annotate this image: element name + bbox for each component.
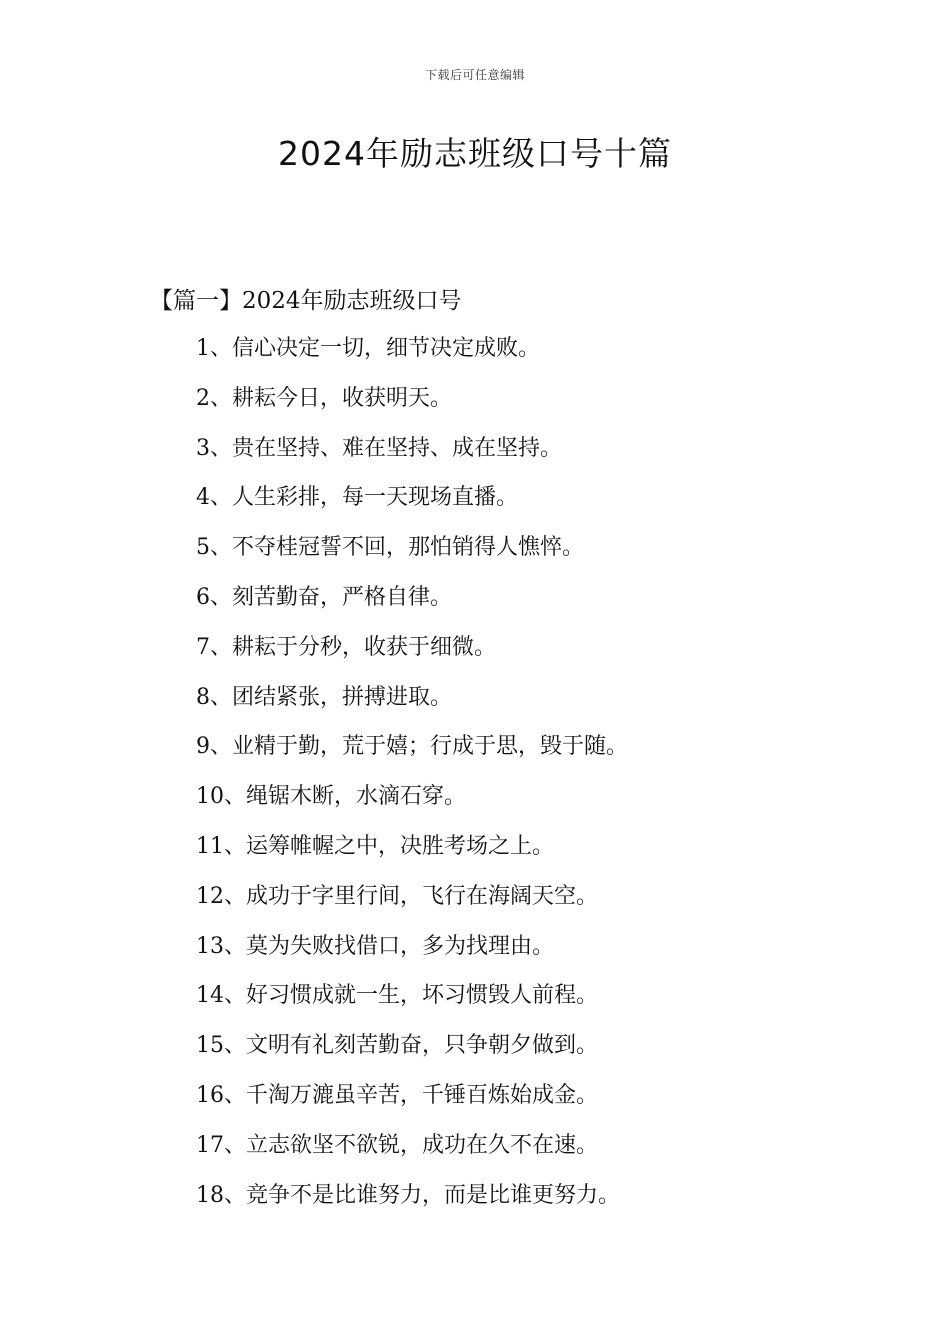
slogan-item: 10、绳锯木断，水滴石穿。 [196,784,466,810]
slogan-item: 13、莫为失败找借口，多为找理由。 [196,933,554,959]
slogan-item: 17、立志欲坚不欲锐，成功在久不在速。 [196,1132,598,1158]
page-header-note: 下载后可任意编辑 [424,68,525,82]
slogan-item: 12、成功于字里行间，飞行在海阔天空。 [196,883,598,909]
slogan-item: 16、千淘万漉虽辛苦，千锤百炼始成金。 [196,1082,598,1108]
slogan-item: 1、信心决定一切，细节决定成败。 [196,336,540,361]
slogan-item: 6、刻苦勤奋，严格自律。 [196,584,452,610]
section-heading: 【篇一】2024年励志班级口号 [150,288,462,314]
slogan-item: 2、耕耘今日，收获明天。 [196,385,452,411]
slogan-item: 7、耕耘于分秒，收获于细微。 [196,634,496,660]
slogan-item: 14、好习惯成就一生，坏习惯毁人前程。 [196,983,598,1009]
slogan-list [196,332,628,1228]
document-title: 2024年励志班级口号十篇 [278,134,672,173]
slogan-item: 3、贵在坚持、难在坚持、成在坚持。 [196,435,562,461]
slogan-item: 15、文明有礼刻苦勤奋，只争朝夕做到。 [196,1033,598,1059]
slogan-item: 9、业精于勤，荒于嬉；行成于思，毁于随。 [196,734,628,760]
slogan-item: 4、人生彩排，每一天现场直播。 [196,485,518,511]
slogan-item: 5、不夺桂冠誓不回，那怕销得人憔悴。 [196,535,584,561]
slogan-item: 18、竞争不是比谁努力，而是比谁更努力。 [196,1182,620,1208]
slogan-item: 8、团结紧张，拼搏进取。 [196,684,452,710]
slogan-item: 11、运筹帷幄之中，决胜考场之上。 [196,833,554,859]
